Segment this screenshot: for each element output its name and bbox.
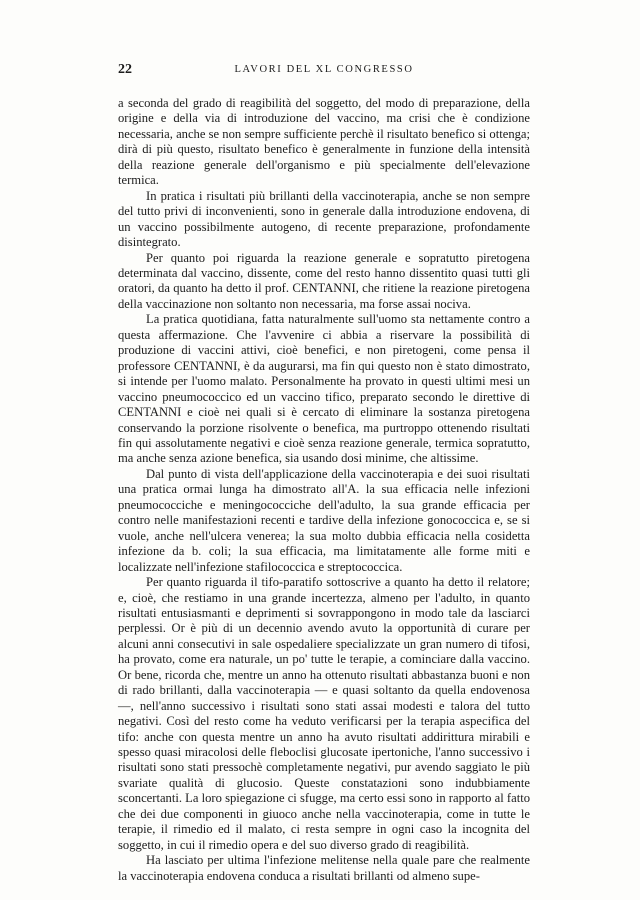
page-number: 22 [118,62,132,77]
body-text [118,96,530,884]
paragraph: Dal punto di vista dell'applicazione della vaccinoterapia e dei suoi risultati una pratica ormai lunga ha dimostrato all'A. la sua efficacia nelle infezioni pneumococciche e meningococciche dell'adulto, la sua grande efficacia per contro nelle manifestazioni recenti e tardive della infezione gonococcica e, se si vuole, anche nell'ulcera venerea; la sua molto dubbia efficacia nella cosidetta infezione da b. coli; la sua efficacia, ma limitatamente alle forme miti e localizzate nell'infezione stafilococcica e streptococcica. [118,466,530,574]
paragraph: La pratica quotidiana, fatta naturalmente sull'uomo sta nettamente contro a questa affermazione. Che l'avvenire ci abbia a riservare la possibilità di produzione di vaccini attivi, cioè benefici, e non piretogeni, come pensa il professore CENTANNI, è da augurarsi, ma fin qui questo non è stato dimostrato, si intende per l'uomo malato. Personalmente ha provato in questi ultimi mesi un vaccino pneumococcico ed un vaccino tifico, preparato secondo le direttive di CENTANNI e cioè nei quali si è cercato di eliminare la sostanza piretogena conservando la porzione risolvente o benefica, ma purtroppo ottenendo risultati fin qui assolutamente negativi e cioè senza reazione generale, termica sopratutto, ma anche senza azione benefica, sia usando dosi minime, che altissime. [118,312,530,466]
running-title: LAVORI DEL XL CONGRESSO [234,64,414,75]
paragraph: Per quanto poi riguarda la reazione generale e sopratutto piretogena determinata dal vaccino, dissente, come del resto hanno dissentito quasi tutti gli oratori, da quanto ha detto il prof. CENTANNI, che ritiene la reazione piretogena della vaccinazione non soltanto non necessaria, ma forse assai nociva. [118,250,530,311]
paragraph: a seconda del grado di reagibilità del soggetto, del modo di preparazione, della origine e della via di introduzione del vaccino, ma crisi che è condizione necessaria, anche se non sempre sufficiente perchè il risultato benefico si ottenga; dirà di più questo, risultato benefico è generalmente in funzione della intensità della reazione generale dell'organismo e più specialmente dell'elevazione termica. [118,96,530,188]
paragraph: In pratica i risultati più brillanti della vaccinoterapia, anche se non sempre del tutto privi di inconvenienti, sono in generale dalla introduzione endovena, di un vaccino possibilmente autogeno, di recente preparazione, profondamente disintegrato. [118,188,530,250]
paragraph: Per quanto riguarda il tifo-paratifo sottoscrive a quanto ha detto il relatore; e, cioè, che restiamo in una grande incertezza, almeno per l'adulto, in quanto risultati entusiasmanti e deprimenti si sovrappongono in modo tale da lasciarci perplessi. Or è più di un decennio avendo avuto la opportunità di curare per alcuni anni consecutivi in sale ospedaliere specializzate un gran numero di tifosi, ha provato, come era naturale, un po' tutte le terapie, a cominciare dalla vaccino. Or bene, ricorda che, mentre un anno ha ottenuto risultati abbastanza buoni e non di rado brillanti, dalla vaccinoterapia — e quasi soltanto da quella endovenosa —, nell'anno successivo i risultati sono stati assai modesti e talora del tutto negativi. Così del resto come ha veduto verificarsi per la terapia aspecifica del tifo: anche con questa mentre un anno ha avuto risultati addirittura mirabili e spesso quasi miracolosi delle fleboclisi glucosate ipertoniche, l'anno successivo i risultati sono stati pressochè completamente negativi, pur avendo saggiato le più svariate qualità di glucosio. Queste constatazioni sono indubbiamente sconcertanti. La loro spiegazione ci sfugge, ma certo essi sono in rapporto al fatto che dei due componenti in giuoco anche nella vaccinoterapia, come in tutte le terapie, il rimedio ed il malato, ci resta sempre in ogni caso la incognita del soggetto, in cui il rimedio opera e del suo diverso grado di reagibilità. [118,575,530,852]
page-header [118,62,530,80]
paragraph: Ha lasciato per ultima l'infezione melitense nella quale pare che realmente la vaccinoterapia endovena conduca a risultati brillanti od almeno supe- [118,853,530,883]
